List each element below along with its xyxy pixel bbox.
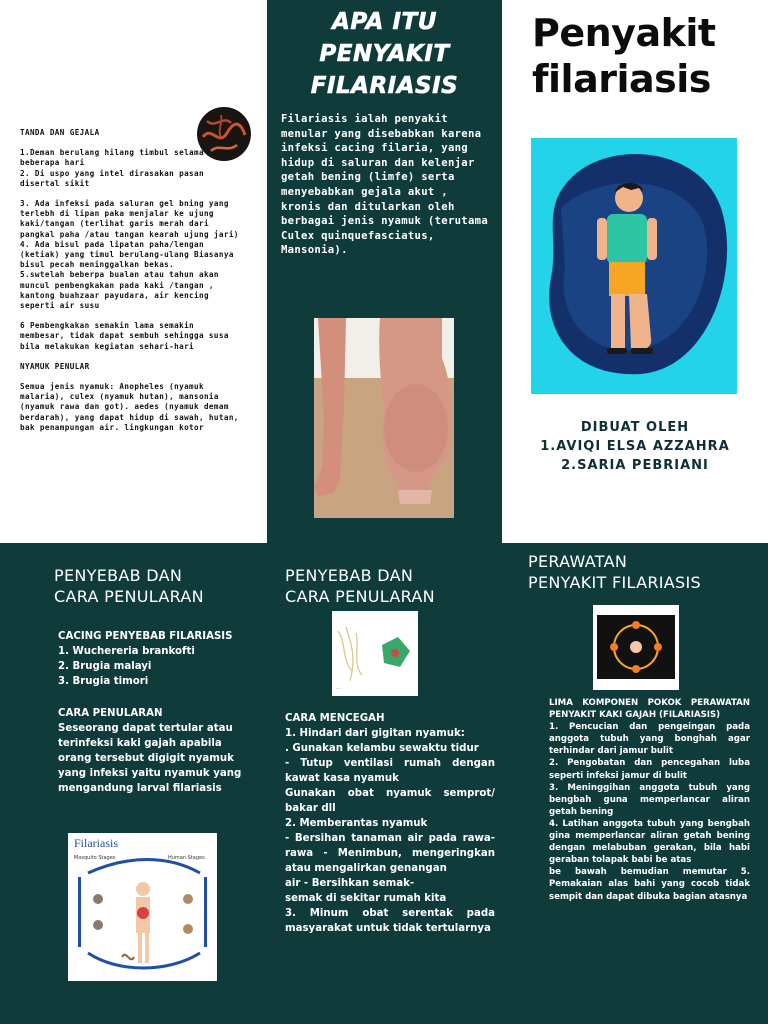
panel-tanda-gejala [0, 0, 267, 543]
cartoon-boy-illustration [531, 138, 737, 394]
cacing-list: 1. Wuchereria brankofti 2. Brugia malayi 3. Brugia timori [58, 646, 195, 687]
filariasis-lifecycle-diagram [68, 833, 217, 981]
tanda-gejala-text [20, 128, 242, 443]
author-byline: DIBUAT OLEH 1.AVIQI ELSA AZZAHRA 2.SARIA PEBRIANI [540, 420, 730, 473]
mosquito-micrograph-image [332, 611, 418, 696]
worm-image [197, 107, 251, 161]
apa-itu-title: APA ITU PENYAKIT FILARIASIS [310, 9, 459, 99]
mencegah-text: 1. Hindari dari gigitan nyamuk: . Gunakan kelambu sewaktu tidur - Tutup ventilasi rumah dengan kawat kasa nyamuk Gunakan obat nyamuk semprot/ bakar dll 2. Memberantas nyamuk - Bersihan tanaman air pada rawa-rawa - Menimbun, mengeringkan atau mengalirkan genangan air - Bersihkan semak- semak di sekitar rumah kita 3. Minum obat serentak pada masyarakat untuk tidak tertularnya [285, 728, 495, 934]
cover-title: Penyakit filariasis [532, 11, 716, 101]
nyamuk-text: Semua jenis nyamuk: Anopheles (nyamuk malaria), culex (nyamuk hutan), mansonia (nyamuk rawa dan got). aedes (nyamuk demam berdarah), yang dapat hidup di sawah, hutan, bak penampungan air. lingkungan kotor [20, 382, 239, 432]
swollen-leg-photo [314, 318, 454, 518]
diagram-left-label: Mosquito Stages [74, 855, 116, 861]
transmission-cycle-image [593, 605, 679, 690]
penularan-text: Seseorang dapat tertular atau terinfeksi kaki gajah apabila orang tersebut digigit nyamuk yang infeksi yaitu nyamuk yang mengandung larval filariasis [58, 723, 242, 794]
perawatan-heading: PERAWATAN PENYAKIT FILARIASIS [528, 552, 701, 592]
filariasis-description: Filariasis ialah penyakit menular yang disebabkan karena infeksi cacing filaria, yang hidup di saluran dan kelenjar getah bening (limfe) serta menyebabkan gejala akut , kronis dan ditularkan oleh berbagai jenis nyamuk (terutama Culex quinquefasciatus, Mansonia). [281, 113, 489, 257]
gejala-block-2: 3. Ada infeksi pada saluran gel bning yang terlebh di lipan paka menjalar ke ujung kaki/tangan (terlihat garis merah dari pangkal paha /atau tangan kearah ujung jari) 4. Ada bisul pada lipatan paha/lengan (ketiak) yang timul berulang-ulang Biasanya bisul pecah meninggalkan bekas. 5.swtelah beberpa bualan atau tahun akan muncul pembengkakan pada kaki /tangan , kantong buahzaar payudara, air kencing seperti air susu [20, 199, 239, 311]
nyamuk-heading: NYAMUK PENULAR [20, 361, 90, 371]
penularan-heading: CARA PENULARAN [58, 708, 163, 719]
gejala-block-3: 6 Pembengkakan semakin lama semakin membesar, tidak dapat sembuh sehingga susa bila melakukan kegiatan sehari-hari [20, 321, 229, 351]
cacing-heading: CACING PENYEBAB FILARIASIS [58, 631, 233, 642]
svg-text:....: .... [336, 685, 342, 690]
gejala-block-1: 1.Deman berulang hilang timbul selama beberapa hari 2. Di uspo yang intel dirasakan pasan disertal sikit [20, 148, 204, 188]
diagram-title: Filariasis [74, 836, 118, 850]
perawatan-text: LIMA KOMPONEN POKOK PERAWATAN PENYAKIT KAKI GAJAH (FILARIASIS) 1. Pencucian dan pengeingan pada anggota tubuh yang bonghah agar terhindar dari jamur bulit 2. Pengobatan dan pencegahan luba seperti infeksi jamur di bulit 3. Meninggihan anggota tubuh yang bengbah guna memperlancar aliran getah bening 4. Latihan anggota tubuh yang bengbah gina memperlancar aliran getah bening dengan melabuban gerakan, bila habi geraban tolapak babi be atas be bawah bemudian memutar 5. Pemakaian alas bahi yang cocob tidak sempit dan dapat dibuka bagian atasnya [549, 698, 750, 902]
penyebab-heading-left: PENYEBAB DAN CARA PENULARAN [54, 566, 204, 606]
penyebab-heading-middle: PENYEBAB DAN CARA PENULARAN [285, 566, 435, 606]
diagram-right-label: Human Stages [168, 855, 205, 861]
mencegah-heading: CARA MENCEGAH [285, 713, 385, 724]
tanda-heading: TANDA DAN GEJALA [20, 128, 100, 137]
